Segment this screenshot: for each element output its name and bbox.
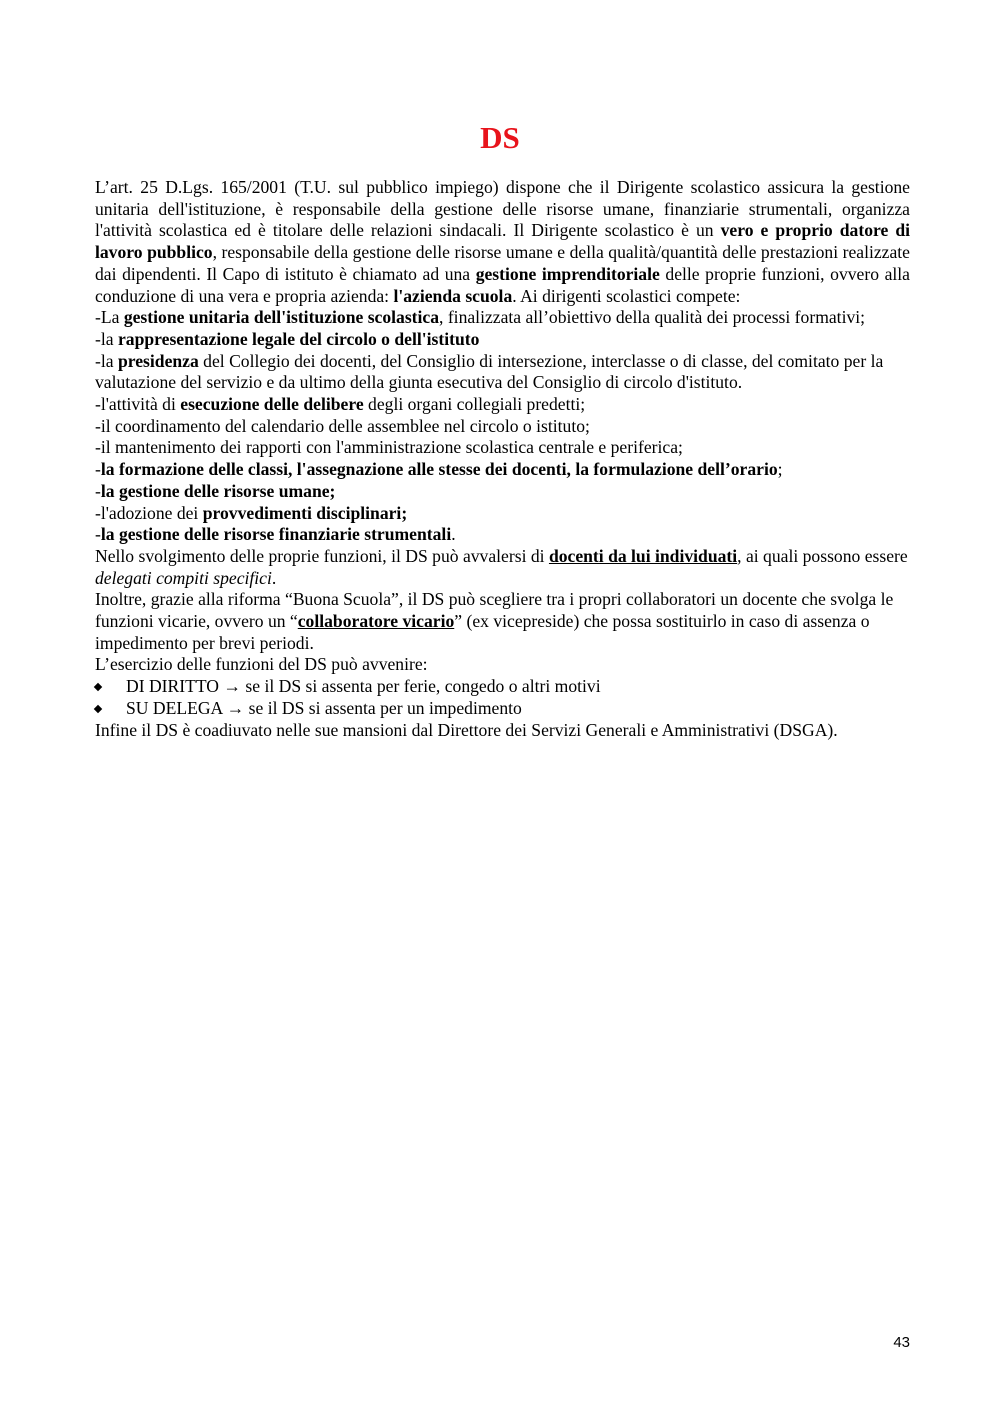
closing-paragraph: Infine il DS è coadiuvato nelle sue mansioni dal Direttore dei Servizi Generali e Amministrativi (DSGA). <box>95 719 838 740</box>
intro-bold-gestione: gestione imprenditoriale <box>475 263 660 284</box>
duty-item: -La gestione unitaria dell'istituzione scolastica, finalizzata all’obiettivo della qualità dei processi formativi; <box>95 307 866 328</box>
intro-bold-datore: vero e proprio datore di lavoro pubblico <box>95 220 911 263</box>
delegated-tasks-emphasis: delegati compiti specifici <box>95 567 272 588</box>
exercise-intro: L’esercizio delle funzioni del DS può avvenire: <box>95 654 428 675</box>
intro-bold-azienda: l'azienda scuola <box>393 285 513 306</box>
intro-text-4: . Ai dirigenti scolastici compete: <box>512 285 741 306</box>
duty-item: -l'adozione dei provvedimenti disciplinari; <box>95 502 408 523</box>
exercise-bullet-list <box>95 676 910 719</box>
intro-paragraph <box>95 177 910 307</box>
duty-item: -la rappresentazione legale del circolo o dell'istituto <box>95 328 480 349</box>
duty-item: -la gestione delle risorse umane; <box>95 480 336 501</box>
diamond-bullet-icon <box>94 705 102 713</box>
bullet-item: DI DIRITTO → se il DS si assenta per ferie, congedo o altri motivi <box>95 676 910 698</box>
duty-item: -la gestione delle risorse finanziarie strumentali. <box>95 524 456 545</box>
vicar-paragraph: Inoltre, grazie alla riforma “Buona Scuola”, il DS può scegliere tra i propri collaboratori un docente che svolga le funzioni vicarie, ovvero un “collaboratore vicario” (ex vicepreside) che possa sostituirlo in caso di assenza o impedimento per brevi periodi. <box>95 589 894 653</box>
document-body <box>95 177 910 741</box>
intro-text-3: delle proprie funzioni, ovvero alla conduzione di una vera e propria azienda: <box>95 263 910 306</box>
delegated-teachers-emphasis: docenti da lui individuati <box>548 545 738 566</box>
duty-item: -il mantenimento dei rapporti con l'amministrazione scolastica centrale e periferica; <box>95 437 683 458</box>
bullet-item: SU DELEGA → se il DS si assenta per un impedimento <box>95 698 910 720</box>
duty-item: -l'attività di esecuzione delle delibere degli organi collegiali predetti; <box>95 394 586 415</box>
intro-text-2: , responsabile della gestione delle risorse umane e della qualità/quantità delle prestazioni realizzate dai dipendenti. Il Capo di istituto è chiamato ad una <box>95 242 910 284</box>
duty-item: -il coordinamento del calendario delle assemblee nel circolo o istituto; <box>95 415 590 436</box>
diamond-bullet-icon <box>94 683 102 691</box>
delegation-paragraph: Nello svolgimento delle proprie funzioni, il DS può avvalersi di docenti da lui individuati, ai quali possono essere delegati compiti specifici. <box>95 545 908 588</box>
duty-item: -la formazione delle classi, l'assegnazione alle stesse dei docenti, la formulazione dell’orario; <box>95 459 783 480</box>
duty-item: -la presidenza del Collegio dei docenti, del Consiglio di intersezione, interclasse o di classe, del comitato per la valutazione del servizio e da ultimo della giunta esecutiva del Consiglio di circolo d'istituto. <box>95 350 884 393</box>
duties-list <box>95 307 910 546</box>
page-title: DS <box>480 120 520 155</box>
page-number: 43 <box>893 1334 910 1351</box>
intro-text-1: L’art. 25 D.Lgs. 165/2001 (T.U. sul pubblico impiego) dispone che il Dirigente scolastico assicura la gestione unitaria dell'istituzione, è responsabile della gestione delle risorse umane, finanziarie strumentali, organizza l'attività scolastica ed è titolare delle relazioni sindacali. Il Dirigente scolastico è un <box>95 177 910 241</box>
collaboratore-vicario-emphasis: collaboratore vicario <box>297 611 455 632</box>
